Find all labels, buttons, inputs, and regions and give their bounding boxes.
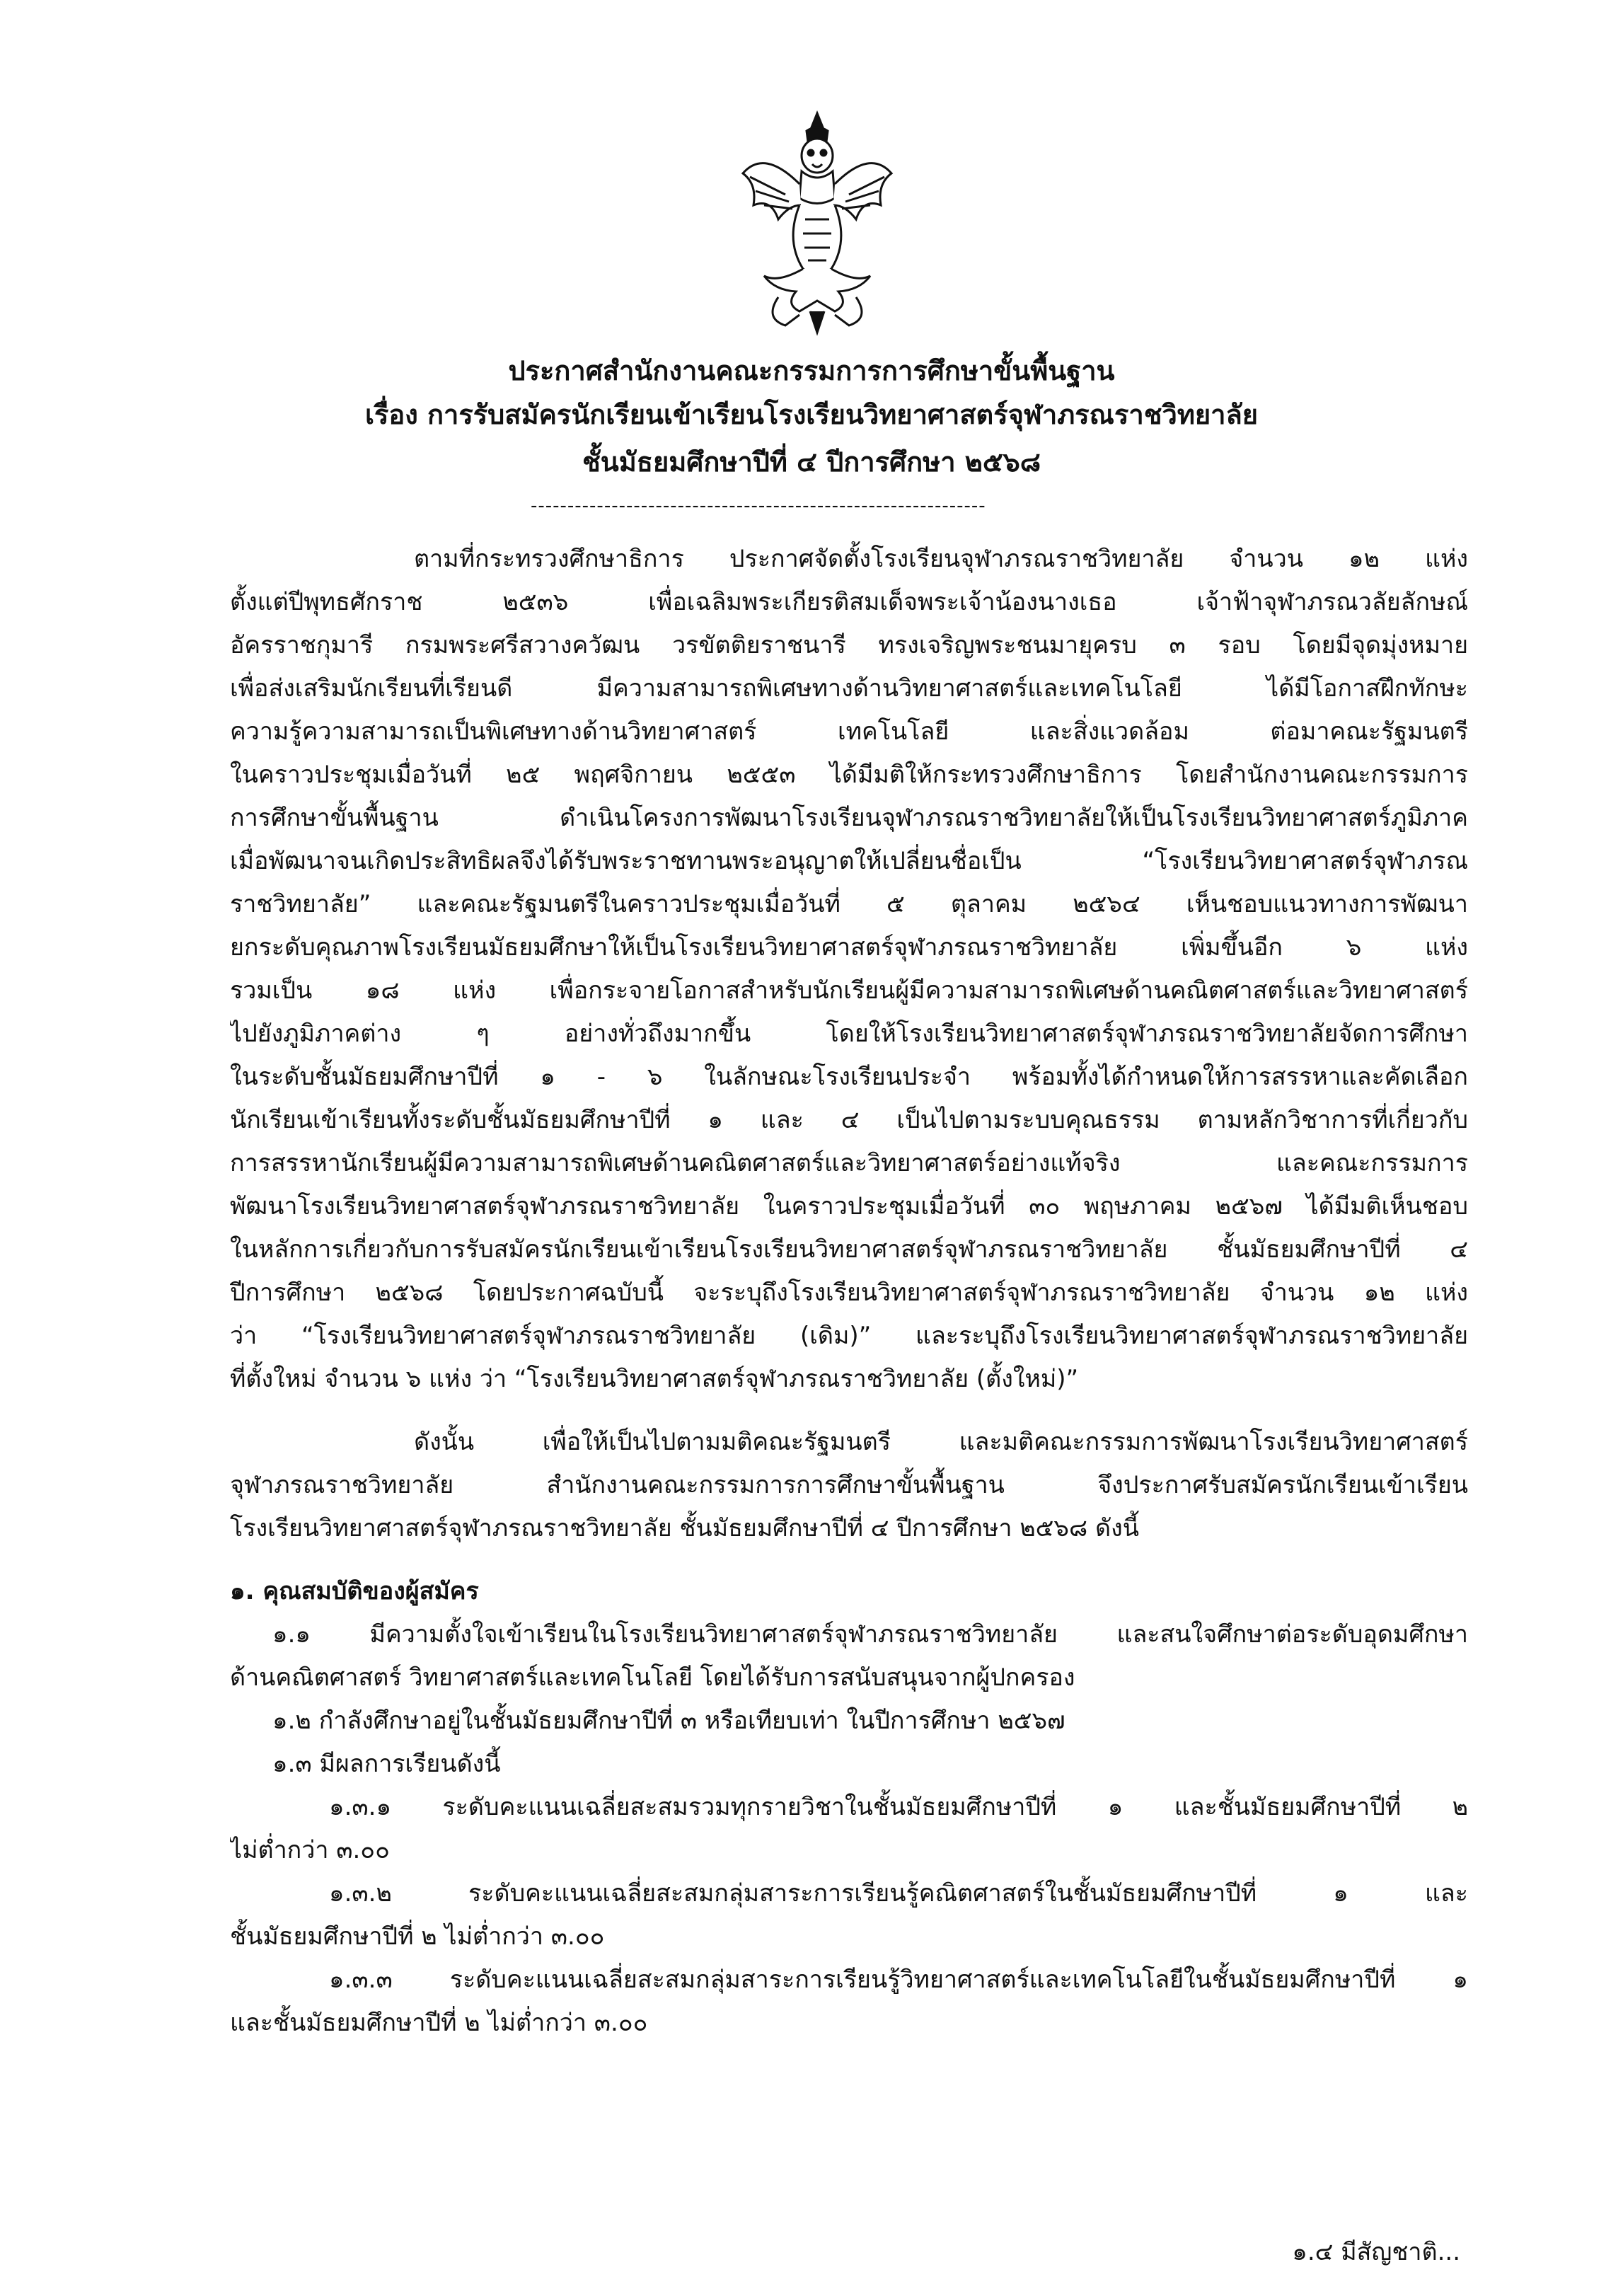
paragraph-line: ยกระดับคุณภาพโรงเรียนมัธยมศึกษาให้เป็นโรงเรียนวิทยาศาสตร์จุฬาภรณราชวิทยาลัย เพิ่มขึ้นอีก ๖ แห่ง [230, 933, 1468, 962]
qualifications-section [230, 1570, 1468, 2045]
grade-criterion: ๑.๓.๓ ระดับคะแนนเฉลี่ยสะสมกลุ่มสาระการเรียนรู้วิทยาศาสตร์และเทคโนโลยีในชั้นมัธยมศึกษาปีที่ ๑ [329, 1966, 1468, 1994]
paragraph-line: ตามที่กระทรวงศึกษาธิการ ประกาศจัดตั้งโรงเรียนจุฬาภรณราชวิทยาลัย จำนวน ๑๒ แห่ง [414, 545, 1468, 573]
preamble-paragraph [230, 538, 1468, 1401]
grade-criterion: ๑.๓.๑ ระดับคะแนนเฉลี่ยสะสมรวมทุกรายวิชาในชั้นมัธยมศึกษาปีที่ ๑ และชั้นมัธยมศึกษาปีที่ ๒ [329, 1793, 1468, 1821]
paragraph-line: โรงเรียนวิทยาศาสตร์จุฬาภรณราชวิทยาลัย ชั้นมัธยมศึกษาปีที่ ๔ ปีการศึกษา ๒๕๖๘ ดังนี้ [230, 1514, 1139, 1542]
page-continuation: ๑.๔ มีสัญชาติ... [1292, 2238, 1460, 2266]
qualification-item-cont: ด้านคณิตศาสตร์ วิทยาศาสตร์และเทคโนโลยี โดยได้รับการสนับสนุนจากผู้ปกครอง [230, 1663, 1075, 1692]
grade-criterion-cont: และชั้นมัธยมศึกษาปีที่ ๒ ไม่ต่ำกว่า ๓.๐๐ [230, 2009, 648, 2037]
section-heading: ๑. คุณสมบัติของผู้สมัคร [230, 1577, 479, 1605]
qualification-item: ๑.๑ มีความตั้งใจเข้าเรียนในโรงเรียนวิทยาศาสตร์จุฬาภรณราชวิทยาลัย และสนใจศึกษาต่อระดับอุดมศึกษา [272, 1620, 1468, 1649]
paragraph-line: ราชวิทยาลัย” และคณะรัฐมนตรีในคราวประชุมเมื่อวันที่ ๕ ตุลาคม ๒๕๖๔ เห็นชอบแนวทางการพัฒนา [230, 890, 1468, 918]
paragraph-line: พัฒนาโรงเรียนวิทยาศาสตร์จุฬาภรณราชวิทยาลัย ในคราวประชุมเมื่อวันที่ ๓๐ พฤษภาคม ๒๕๖๗ ได้มีมติเห็นชอบ [230, 1192, 1468, 1221]
paragraph-line: ดังนั้น เพื่อให้เป็นไปตามมติคณะรัฐมนตรี และมติคณะกรรมการพัฒนาโรงเรียนวิทยาศาสตร์ [414, 1428, 1468, 1456]
paragraph-line: ตั้งแต่ปีพุทธศักราช ๒๕๓๖ เพื่อเฉลิมพระเกียรติสมเด็จพระเจ้าน้องนางเธอ เจ้าฟ้าจุฬาภรณวลัยลักษณ์ [230, 588, 1468, 616]
qualification-item: ๑.๓ มีผลการเรียนดังนี้ [272, 1750, 501, 1778]
paragraph-line: ในระดับชั้นมัธยมศึกษาปีที่ ๑ - ๖ ในลักษณะโรงเรียนประจำ พร้อมทั้งได้กำหนดให้การสรรหาและคัดเลือก [230, 1063, 1468, 1091]
announcement-grade-year: ชั้นมัธยมศึกษาปีที่ ๔ ปีการศึกษา ๒๕๖๘ [582, 446, 1041, 478]
paragraph-line: เพื่อส่งเสริมนักเรียนที่เรียนดี มีความสามารถพิเศษทางด้านวิทยาศาสตร์และเทคโนโลยี ได้มีโอกาสฝึกทักษะ [230, 674, 1468, 703]
paragraph-line: ความรู้ความสามารถเป็นพิเศษทางด้านวิทยาศาสตร์ เทคโนโลยี และสิ่งแวดล้อม ต่อมาคณะรัฐมนตรี [230, 717, 1468, 746]
paragraph-line: จุฬาภรณราชวิทยาลัย สำนักงานคณะกรรมการการศึกษาขั้นพื้นฐาน จึงประกาศรับสมัครนักเรียนเข้าเรียน [230, 1471, 1468, 1499]
announcement-body [230, 538, 1468, 2045]
paragraph-line: ปีการศึกษา ๒๕๖๘ โดยประกาศฉบับนี้ จะระบุถึงโรงเรียนวิทยาศาสตร์จุฬาภรณราชวิทยาลัย จำนวน ๑๒ แห่ง [230, 1279, 1468, 1307]
announcement-paragraph [230, 1421, 1468, 1550]
grade-criterion: ๑.๓.๒ ระดับคะแนนเฉลี่ยสะสมกลุ่มสาระการเรียนรู้คณิตศาสตร์ในชั้นมัธยมศึกษาปีที่ ๑ และ [329, 1879, 1468, 1908]
qualification-item: ๑.๒ กำลังศึกษาอยู่ในชั้นมัธยมศึกษาปีที่ ๓ หรือเทียบเท่า ในปีการศึกษา ๒๕๖๗ [272, 1707, 1065, 1735]
announcement-subject: เรื่อง การรับสมัครนักเรียนเข้าเรียนโรงเรียนวิทยาศาสตร์จุฬาภรณราชวิทยาลัย [364, 399, 1259, 430]
paragraph-line: ว่า “โรงเรียนวิทยาศาสตร์จุฬาภรณราชวิทยาลัย (เดิม)” และระบุถึงโรงเรียนวิทยาศาสตร์จุฬาภรณราชวิทยาลัย [230, 1322, 1468, 1350]
paragraph-line: รวมเป็น ๑๘ แห่ง เพื่อกระจายโอกาสสำหรับนักเรียนผู้มีความสามารถพิเศษด้านคณิตศาสตร์และวิทยาศาสตร์ [230, 976, 1468, 1005]
title-divider: -------------------------------------------------------------- [531, 495, 986, 517]
paragraph-line: การสรรหานักเรียนผู้มีความสามารถพิเศษด้านคณิตศาสตร์และวิทยาศาสตร์อย่างแท้จริง และคณะกรรมการ [230, 1149, 1468, 1177]
paragraph-line: ในคราวประชุมเมื่อวันที่ ๒๕ พฤศจิกายน ๒๕๕๓ ได้มีมติให้กระทรวงศึกษาธิการ โดยสำนักงานคณะกรรมการ [230, 761, 1468, 789]
paragraph-line: เมื่อพัฒนาจนเกิดประสิทธิผลจึงได้รับพระราชทานพระอนุญาตให้เปลี่ยนชื่อเป็น “โรงเรียนวิทยาศาสตร์จุฬาภรณ [230, 847, 1468, 875]
paragraph-line: นักเรียนเข้าเรียนทั้งระดับชั้นมัธยมศึกษาปีที่ ๑ และ ๔ เป็นไปตามระบบคุณธรรม ตามหลักวิชาการที่เกี่ยวกับ [230, 1106, 1468, 1134]
paragraph-line: ไปยังภูมิภาคต่าง ๆ อย่างทั่วถึงมากขึ้น โดยให้โรงเรียนวิทยาศาสตร์จุฬาภรณราชวิทยาลัยจัดการศึกษา [230, 1020, 1468, 1048]
grade-criterion-cont: ไม่ต่ำกว่า ๓.๐๐ [230, 1836, 390, 1864]
paragraph-line: อัครราชกุมารี กรมพระศรีสวางควัฒน วรขัตติยราชนารี ทรงเจริญพระชนมายุครบ ๓ รอบ โดยมีจุดมุ่งหมาย [230, 631, 1468, 659]
announcement-title: ประกาศสำนักงานคณะกรรมการการศึกษาขั้นพื้นฐาน [508, 355, 1115, 386]
paragraph-line: การศึกษาขั้นพื้นฐาน ดำเนินโครงการพัฒนาโรงเรียนจุฬาภรณราชวิทยาลัยให้เป็นโรงเรียนวิทยาศาสตร์ภูมิภาค [230, 804, 1468, 832]
garuda-emblem-icon [736, 106, 899, 340]
paragraph-line: ที่ตั้งใหม่ จำนวน ๖ แห่ง ว่า “โรงเรียนวิทยาศาสตร์จุฬาภรณราชวิทยาลัย (ตั้งใหม่)” [230, 1365, 1079, 1393]
paragraph-line: ในหลักการเกี่ยวกับการรับสมัครนักเรียนเข้าเรียนโรงเรียนวิทยาศาสตร์จุฬาภรณราชวิทยาลัย ชั้นมัธยมศึกษาปีที่ ๔ [230, 1235, 1468, 1264]
grade-criterion-cont: ชั้นมัธยมศึกษาปีที่ ๒ ไม่ต่ำกว่า ๓.๐๐ [230, 1922, 605, 1951]
